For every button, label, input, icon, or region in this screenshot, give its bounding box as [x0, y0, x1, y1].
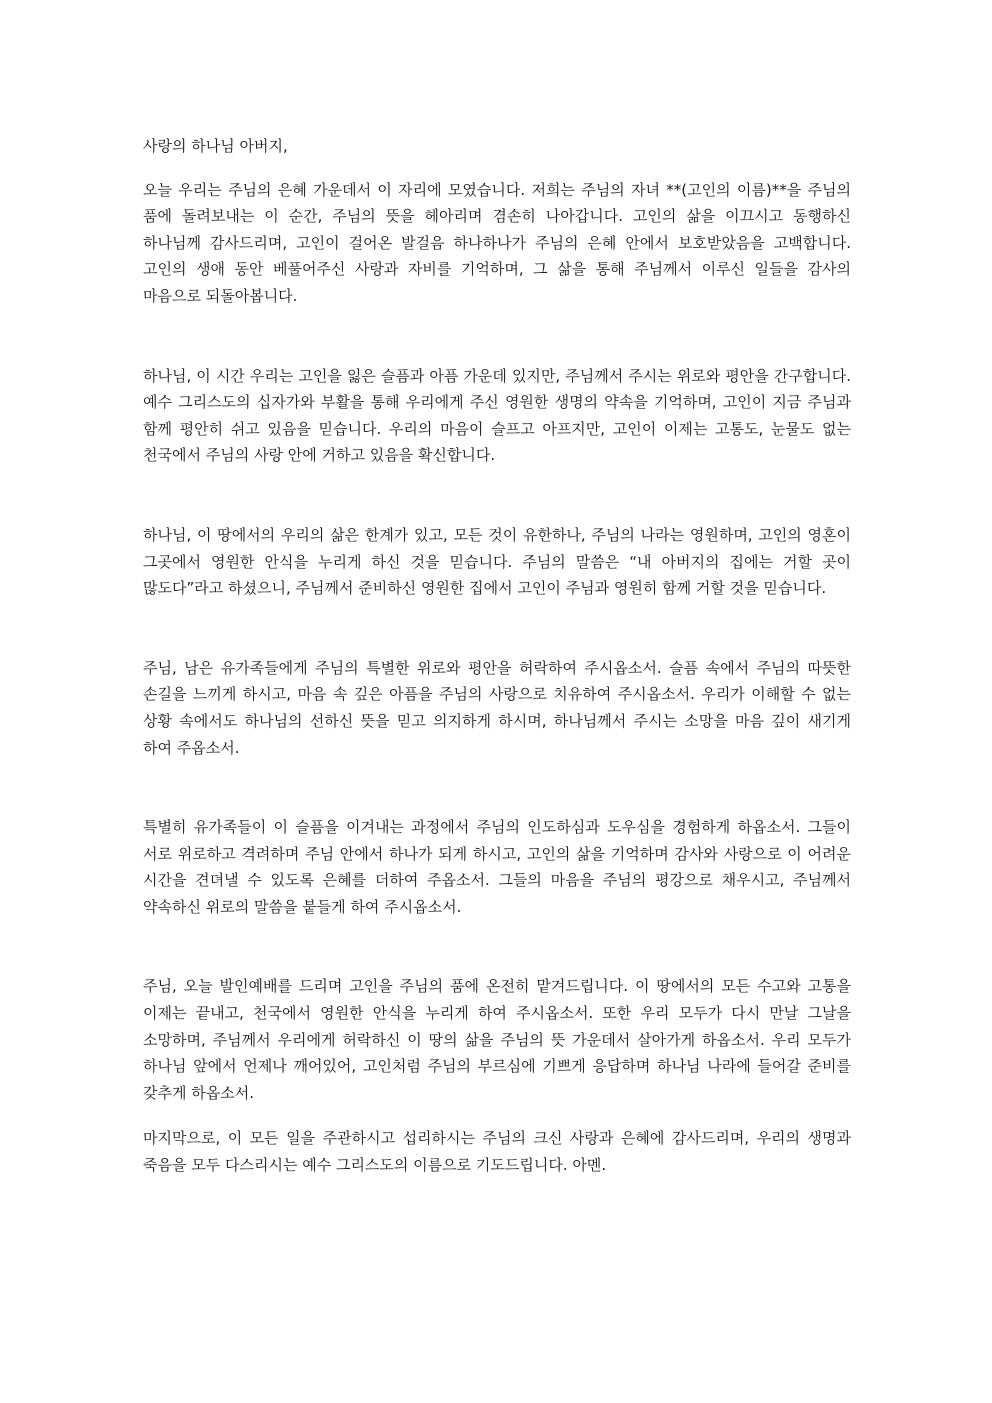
paragraph-family-guidance: 특별히 유가족들이 이 슬픔을 이겨내는 과정에서 주님의 인도하심과 도우심을 경험하게 하옵소서. 그들이 서로 위로하고 격려하며 주님 안에서 하나가 되게 하시고, 고인의 삶을 기억하며 감사와 사랑으로 이 어려운 시간을 견뎌낼 수 있도록 은혜를 더하여 주옵소서. 그들의 마음을 주님의 평강으로 채우시고, 주님께서 약속하신 위로의 말씀을 붙들게 하여 주시옵소서. — [143, 818, 851, 916]
paragraph-closing: 마지막으로, 이 모든 일을 주관하시고 섭리하시는 주님의 크신 사랑과 은혜에 감사드리며, 우리의 생명과 죽음을 모두 다스리시는 예수 그리스도의 이름으로 기도드립니다. 아멘. — [143, 1129, 851, 1175]
salutation: 사랑의 하나님 아버지, — [143, 137, 288, 155]
paragraph-family-comfort: 주님, 남은 유가족들에게 주님의 특별한 위로와 평안을 허락하여 주시옵소서. 슬픔 속에서 주님의 따뜻한 손길을 느끼게 하시고, 마음 속 깊은 아픔을 주님의 사랑으로 치유하여 주시옵소서. 우리가 이해할 수 없는 상황 속에서도 하나님의 선하신 뜻을 믿고 의지하게 하시며, 하나님께서 주시는 소망을 마음 깊이 새기게 하여 주옵소서. — [143, 658, 851, 757]
paragraph-eternal-home: 하나님, 이 땅에서의 우리의 삶은 한계가 있고, 모든 것이 유한하나, 주님의 나라는 영원하며, 고인의 영혼이 그곳에서 영원한 안식을 누리게 하신 것을 믿습니다. 주님의 말씀은 “내 아버지의 집에는 거할 곳이 많도다”라고 하셨으니, 주님께서 준비하신 영원한 집에서 고인이 주님과 영원히 함께 거할 것을 믿습니다. — [143, 525, 851, 598]
paragraph-opening: 오늘 우리는 주님의 은혜 가운데서 이 자리에 모였습니다. 저희는 주님의 자녀 **(고인의 이름)**을 주님의 품에 돌려보내는 이 순간, 주님의 뜻을 헤아리며 겸손히 나아갑니다. 고인의 삶을 이끄시고 동행하신 하나님께 감사드리며, 고인이 걸어온 발걸음 하나하나가 주님의 은혜 안에서 보호받았음을 고백합니다. 고인의 생애 동안 베풀어주신 사랑과 자비를 기억하며, 그 삶을 통해 주님께서 이루신 일들을 감사의 마음으로 되돌아봅니다. — [143, 180, 851, 305]
paragraph-comfort: 하나님, 이 시간 우리는 고인을 잃은 슬픔과 아픔 가운데 있지만, 주님께서 주시는 위로와 평안을 간구합니다. 예수 그리스도의 십자가와 부활을 통해 우리에게 주신 영원한 생명의 약속을 기억하며, 고인이 지금 주님과 함께 평안히 쉬고 있음을 믿습니다. 우리의 마음이 슬프고 아프지만, 고인이 이제는 고통도, 눈물도 없는 천국에서 주님의 사랑 안에 거하고 있음을 확신합니다. — [143, 366, 851, 465]
document-body — [143, 133, 851, 1179]
paragraph-funeral-service: 주님, 오늘 발인예배를 드리며 고인을 주님의 품에 온전히 맡겨드립니다. 이 땅에서의 모든 수고와 고통을 이제는 끝내고, 천국에서 영원한 안식을 누리게 하여 주시옵소서. 또한 우리 모두가 다시 만날 그날을 소망하며, 주님께서 우리에게 허락하신 이 땅의 삶을 주님의 뜻 가운데서 살아가게 하옵소서. 우리 모두가 하나님 앞에서 언제나 깨어있어, 고인처럼 주님의 부르심에 기쁘게 응답하며 하나님 나라에 들어갈 준비를 갖추게 하옵소서. — [143, 977, 851, 1102]
